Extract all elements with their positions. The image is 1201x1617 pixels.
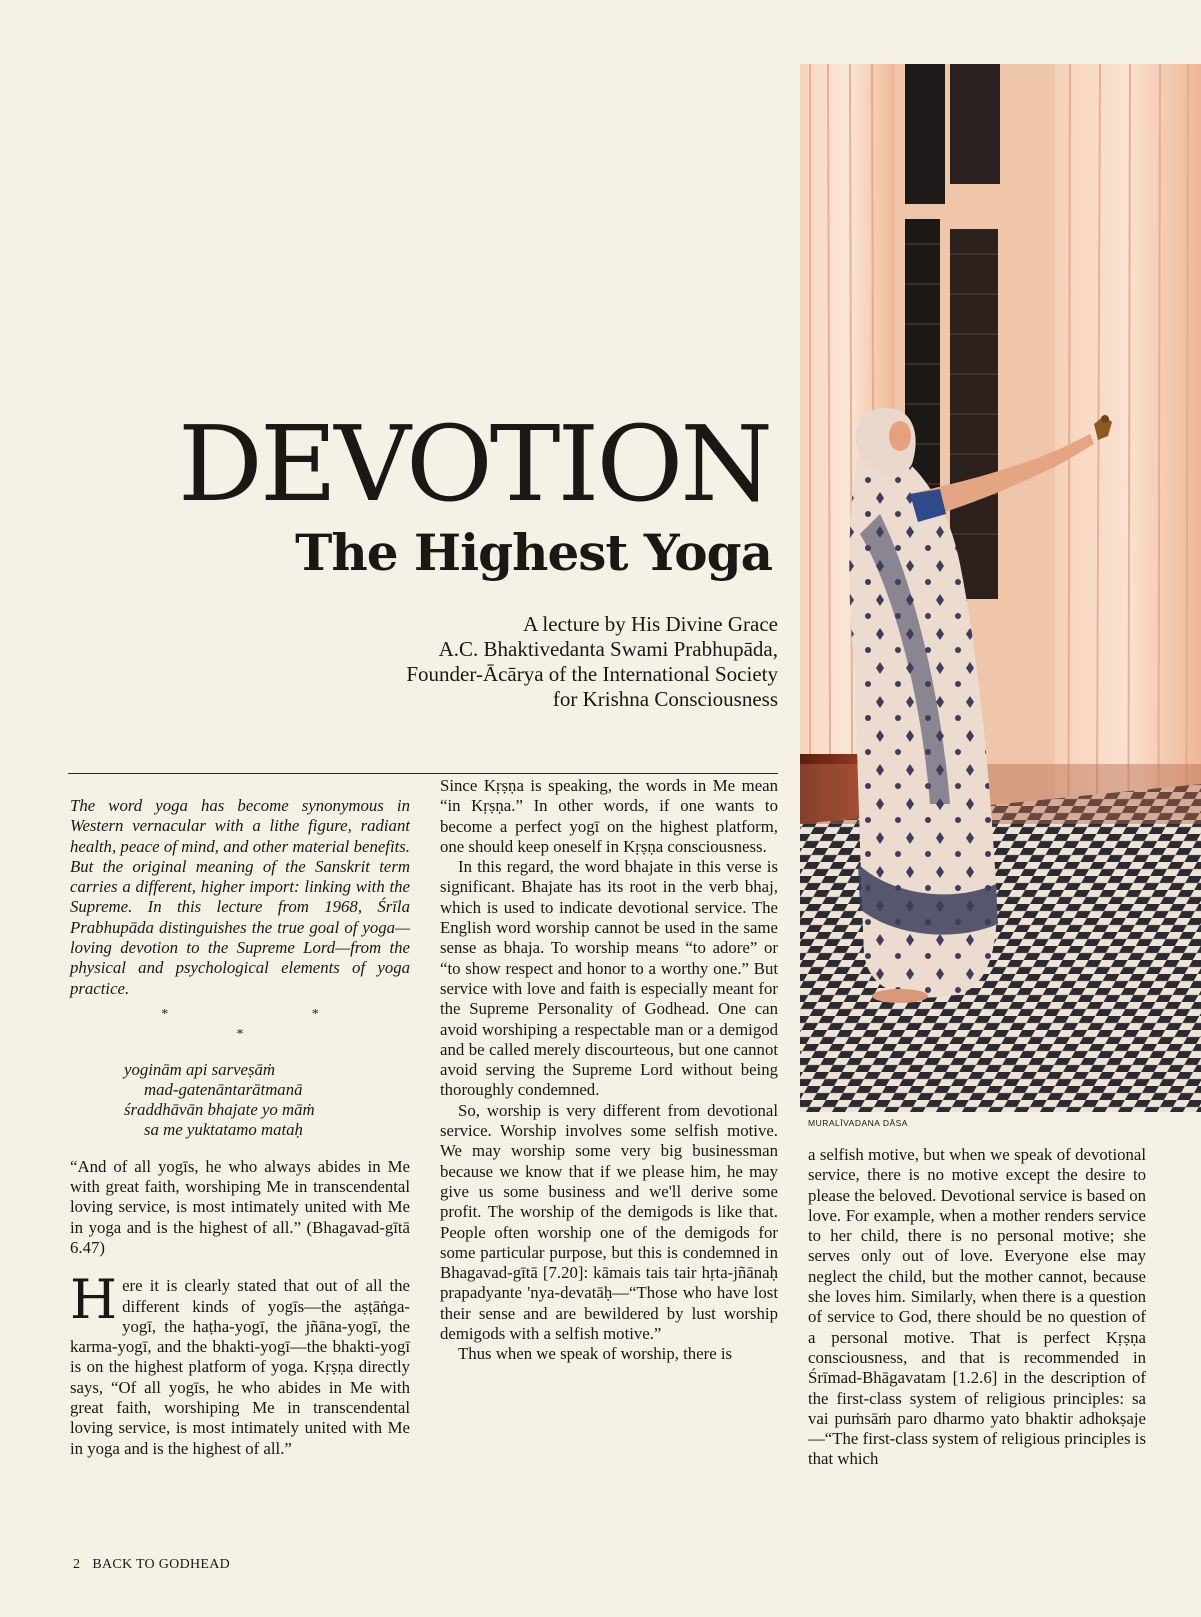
byline-line: for Krishna Consciousness — [552, 687, 778, 711]
drop-cap: H — [70, 1268, 118, 1332]
verse-line: mad-gatenāntarātmanā — [144, 1079, 303, 1099]
byline-line: A.C. Bhaktivedanta Swami Prabhupāda, — [438, 637, 778, 661]
header-rule — [68, 773, 778, 774]
column-1 — [70, 796, 410, 1459]
photo-credit: MURALĪVADANA DĀSA — [808, 1118, 908, 1128]
body-paragraph: Since Kṛṣṇa is speaking, the words in Me mean “in Kṛṣṇa.” In other words, if one wants to become a perfect yogī on the highest platform, one should keep oneself in Kṛṣṇa consciousness. — [440, 776, 778, 856]
verse-line: śraddhāvān bhajate yo māṁ — [124, 1100, 315, 1120]
article-subtitle: The Highest Yoga — [295, 523, 772, 582]
paragraph-text: ere it is clearly stated that out of all the different kinds of yogīs—the aṣṭāṅga-yogī, the haṭha-yogī, the jñāna-yogī, the karma-yogī, and the bhakti-yogī—the bhakti-yogī is on the highest platform of yoga. Kṛṣṇa directly says, “Of all yogīs, he who abides in Me with great faith, worshiping Me in transcendental loving service, is most intimately united with Me in yoga and is the highest of all.” — [70, 1276, 410, 1458]
sanskrit-verse — [124, 1060, 410, 1141]
body-paragraph: Thus when we speak of worship, there is — [458, 1344, 733, 1364]
devotee-photo-illustration — [800, 64, 1201, 1112]
verse-line: sa me yuktatamo mataḥ — [144, 1120, 303, 1140]
magazine-name: BACK TO GODHEAD — [92, 1557, 231, 1572]
devotee-photo — [800, 64, 1201, 1112]
byline — [300, 612, 778, 712]
section-separator: * * * — [161, 1006, 389, 1043]
body-paragraph — [70, 1268, 410, 1459]
intro-paragraph: The word yoga has become synonymous in Western vernacular with a lithe figure, radiant health, peace of mind, and other material benefits. But the original meaning of the Sanskrit term carries a different, higher import: linking with the Supreme. In this lecture from 1968, Śrīla Prabhupāda distinguishes the true goal of yoga—loving devotion to the Supreme Lord—from the physical and psychological elements of yoga practice. — [70, 796, 410, 998]
column-3 — [808, 1145, 1146, 1470]
byline-line: Founder-Ācārya of the International Society — [406, 662, 778, 686]
verse-translation: “And of all yogīs, he who always abides in Me with great faith, worshiping Me in transcendental loving service, is most intimately united with Me in yoga and is the highest of all.” (Bhagavad-gītā 6.47) — [70, 1156, 410, 1257]
verse-line: yoginām api sarveṣāṁ — [124, 1059, 276, 1079]
byline-line: A lecture by His Divine Grace — [523, 612, 778, 636]
body-paragraph: So, worship is very different from devotional service. Worship involves some selfish motive. We may worship some very big businessman because we know that if we please him, he may give us some business and we'll derive some profit. The worship of the demigods is like that. People often worship one of the demigods for some particular purpose, but this is condemned in Bhagavad-gītā [7.20]: kāmais tais tair hṛta-jñānaḥ prapadyante 'nya-devatāḥ—“Those who have lost their sense and are bewildered by lust worship demigods with a selfish motive.” — [440, 1100, 778, 1344]
column-2 — [440, 776, 778, 1365]
page-number: 2 — [73, 1557, 81, 1572]
body-paragraph: a selfish motive, but when we speak of devotional service, there is no motive except the desire to please the beloved. Devotional service is based on love. For example, when a mother renders service to her child, there is no personal motive; she serves only out of love. Everyone else may neglect the child, but the mother cannot, because she loves him. Similarly, when there is a question of service to God, there should be no question of a personal motive. That is perfect Kṛṣṇa consciousness, and that is recommended in Śrīmad-Bhāgavatam [1.2.6] in the description of the first-class system of religious principles: sa vai puṁsāṁ paro dharmo yato bhaktir adhokṣaje—“The first-class system of religious principles is that which — [808, 1145, 1146, 1469]
body-paragraph: In this regard, the word bhajate in this verse is significant. Bhajate has its root in the verb bhaj, which is used to indicate devotional service. The English word worship cannot be used in the same sense as bhaja. To worship means “to adore” or “to show respect and honor to a worthy one.” But service with love and faith is especially meant for the Supreme Personality of Godhead. One can avoid worshiping a respectable man or a demigod and be called merely discourteous, but one cannot avoid serving the Supreme Lord without being thoroughly condemned. — [440, 857, 778, 1100]
article-title: DEVOTION — [177, 403, 770, 525]
page-footer — [73, 1557, 242, 1573]
